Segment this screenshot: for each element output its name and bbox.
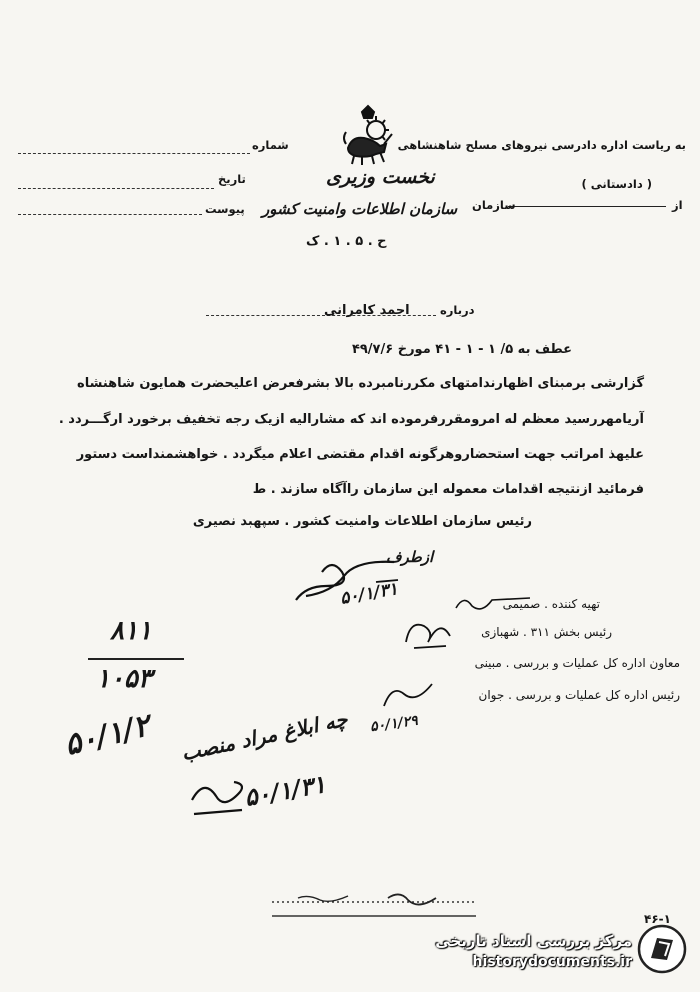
body-line: علیهذ امراتب جهت استحضاروهرگونه اقدام مقتضی اعلام میگردد . خواهشمنداست دستور: [76, 447, 644, 462]
archive-logo-icon: [637, 924, 687, 974]
staff-preparer: تهیه کننده . صمیمی: [502, 597, 600, 611]
document-code: ح . ۵ . ۱ . ک: [306, 234, 387, 249]
margin-fraction-bar: [88, 658, 184, 660]
staff-director: رئیس اداره کل عملیات و بررسی . جوان: [478, 688, 680, 702]
from-underline: [508, 206, 666, 207]
watermark-title: مرکز بررسی اسناد تاریخی: [435, 932, 632, 950]
watermark-url: historydocuments.ir: [472, 954, 632, 970]
margin-date: ۵۰/۱/۲: [61, 708, 154, 763]
handwritten-note: چه ابلاغ مراد منصب: [179, 706, 350, 766]
body-line: فرمائید ازنتیجه اقدامات معموله این سازمان راآگاه سازند . ط: [252, 482, 644, 497]
director-date: ۵۰/۱/۲۹: [369, 712, 419, 736]
attachment-field-label: پیوست: [205, 202, 245, 216]
staff-section-head: رئیس بخش ۳۱۱ . شهبازی: [481, 625, 612, 639]
subject-value: احمد کامرانی: [324, 303, 410, 318]
emblem-title: نخست وزیری: [326, 166, 435, 188]
signature-title: رئیس سازمان اطلاعات وامنیت کشور . سپهبد نصیری: [192, 514, 532, 529]
section-head-initials-icon: [400, 612, 456, 652]
staff-deputy: معاون اداره کل عملیات و بررسی . مبینی: [474, 656, 680, 670]
reference-line: عطف به ۵/ ۱ - ۱ - ۴۱ مورخ ۴۹/۷/۶: [351, 342, 572, 357]
bottom-stamp: [268, 888, 480, 920]
date-field-label: تاریخ: [218, 172, 246, 186]
subject-label: درباره: [440, 303, 475, 317]
note-date: ۵۰/۱/۳۱: [242, 769, 328, 812]
body-line: گزارشی برمبنای اظهارندامتهای مکررنامبرده بالا بشرفعرض اعلیحضرت همایون شاهنشاه: [77, 376, 644, 391]
margin-fraction-top: ۸۱۱: [110, 616, 152, 646]
body-line: آریامهررسید معظم له امرومقررفرموده اند که مشارالیه ازیک رجه تخفیف برخورد ارگـــردد .: [58, 412, 644, 427]
emblem-subtitle: سازمان اطلاعات وامنیت کشور: [262, 200, 458, 218]
attachment-field-line: [18, 214, 202, 215]
date-field-line: [18, 188, 214, 189]
department-line: ( دادستانی ): [581, 177, 652, 191]
addressee-line: به ریاست اداره دادرسی نیروهای مسلح شاهنشاهی: [397, 138, 686, 152]
number-field-label: شماره: [252, 138, 289, 152]
preparer-initials-icon: [452, 590, 536, 614]
lion-sun-emblem-icon: [340, 104, 396, 168]
on-behalf-note: ازطرف: [386, 548, 434, 566]
margin-fraction-bottom: ۱۰۵۳: [96, 664, 152, 694]
director-initials-icon: [378, 678, 438, 712]
form-code: ۴۶-۱: [644, 912, 671, 926]
from-label: از: [672, 198, 683, 212]
signature-date: ۵۰/۱/۳۱: [338, 579, 400, 609]
number-field-line: [18, 153, 250, 154]
from-value: سازمان: [472, 198, 516, 212]
